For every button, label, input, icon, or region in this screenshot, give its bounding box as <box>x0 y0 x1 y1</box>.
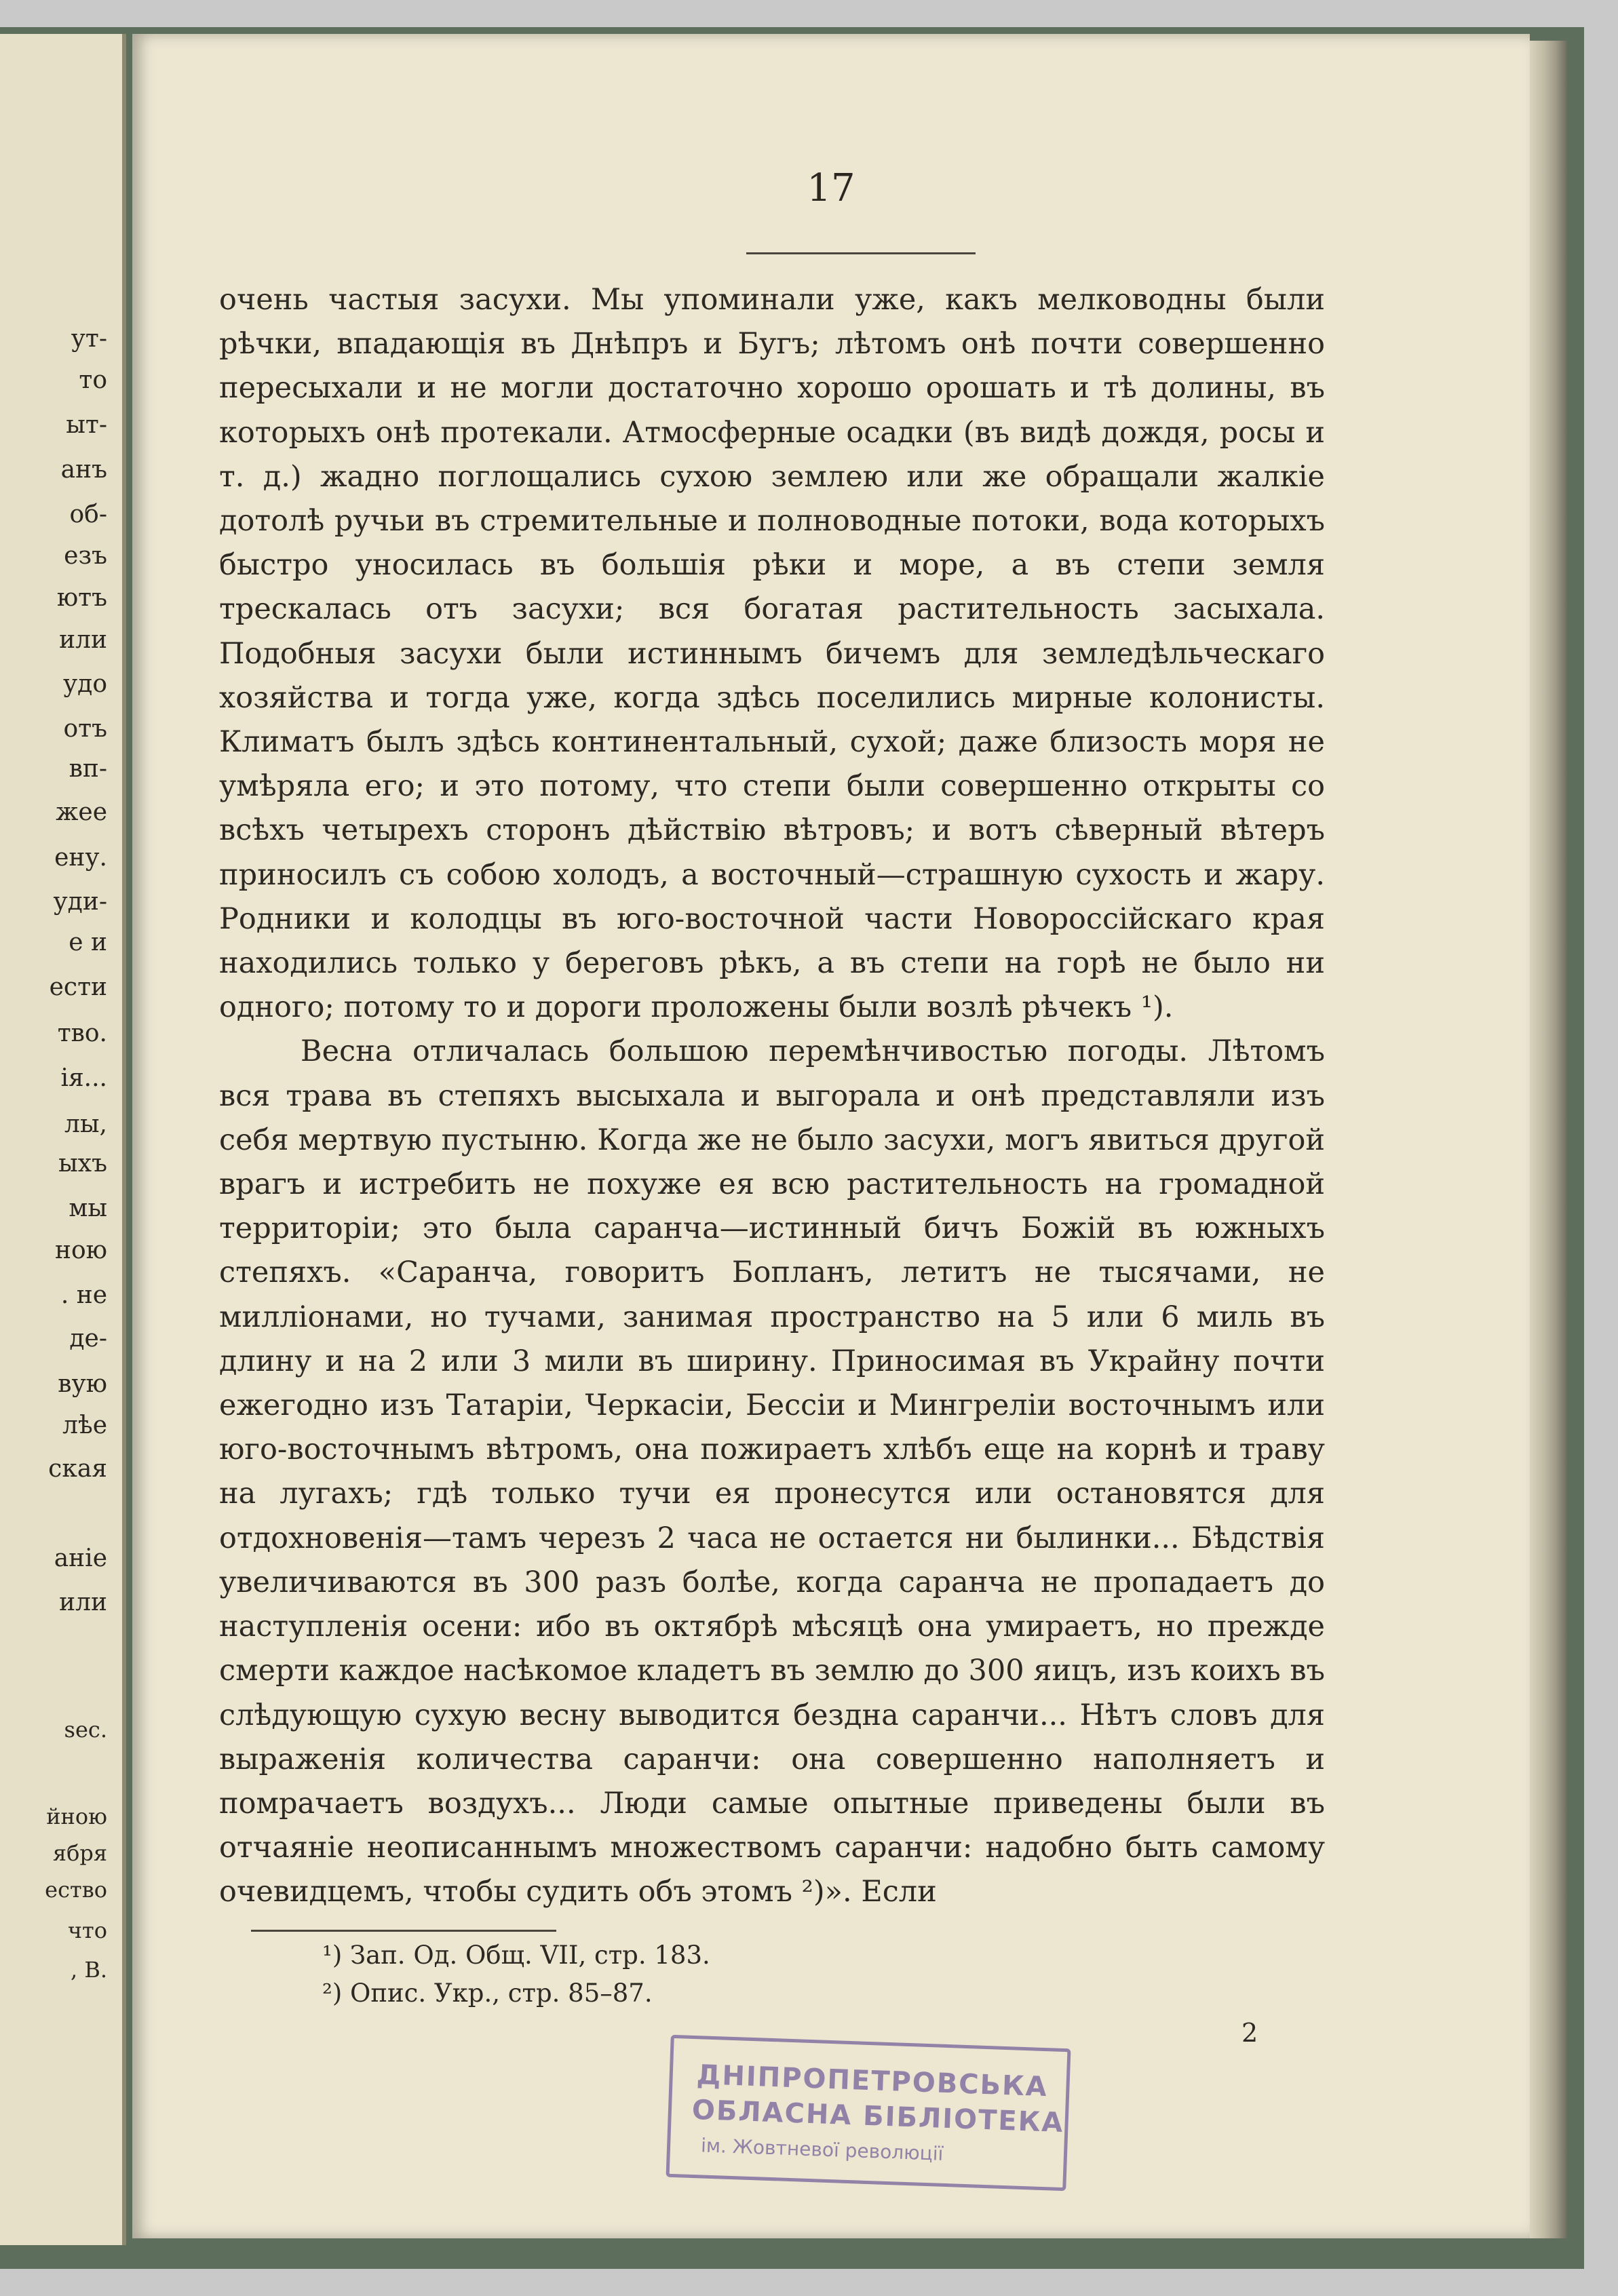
left-page-fragment: . не <box>60 1281 107 1309</box>
left-page <box>0 34 126 2245</box>
page-number: 17 <box>807 166 855 210</box>
footnote-rule <box>251 1930 556 1932</box>
left-page-fragment: вп- <box>69 755 107 783</box>
left-page-fragment: то <box>79 366 107 394</box>
left-page-fragment: ютъ <box>56 584 107 612</box>
left-page-fragment: отъ <box>63 715 107 743</box>
left-page-fragment: йною <box>46 1804 107 1829</box>
footnote: ²) Опис. Укр., стр. 85–87. <box>322 1979 653 2008</box>
left-page-fragment: ская <box>48 1455 107 1483</box>
left-page-fragment: ыхъ <box>58 1150 107 1178</box>
left-page-fragment: что <box>67 1918 107 1943</box>
left-page-fragment: езъ <box>64 542 107 570</box>
body-text <box>219 278 1325 1915</box>
left-page-fragment: или <box>59 626 107 654</box>
left-page-fragment: ести <box>49 973 107 1001</box>
right-page <box>132 34 1530 2238</box>
left-page-fragment: жее <box>56 798 107 826</box>
left-page-fragment: об- <box>69 501 107 528</box>
left-page-fragment: ября <box>52 1840 107 1866</box>
paragraph: Весна отличалась большою перемѣнчивостью погоды. Лѣтомъ вся трава въ степяхъ высыхала и выгорала и онѣ представляли изъ себя мертвую пустыню. Когда же не было засухи, могъ явиться другой врагъ и истребить не похуже ея всю растительность на громадной территоріи; это была саранча—истинный бичъ Божій въ южныхъ степяхъ. «Саранча, говоритъ Бопланъ, летитъ не тысячами, не милліонами, но тучами, занимая пространство на 5 или 6 миль въ длину и на 2 или 3 мили въ ширину. Приносимая въ Украйну почти ежегодно изъ Татаріи, Черкасіи, Бессіи и Мингреліи восточнымъ или юго-восточнымъ вѣтромъ, она пожираетъ хлѣбъ еще на корнѣ и траву на лугахъ; гдѣ только тучи ея пронесутся или остановятся для отдохновенія—тамъ черезъ 2 часа не остается ни былинки... Бѣдствія увеличиваются въ 300 разъ болѣе, когда саранча не пропадаетъ до наступленія осени: ибо въ октябрѣ мѣсяцѣ она умираетъ, но прежде смерти каждое насѣкомое кладетъ въ землю до 300 яицъ, изъ коихъ въ слѣдующую сухую весну выводится бездна саранчи... Нѣтъ словъ для выраженія количества саранчи: она совершенно наполняетъ и помрачаетъ воздухъ... Люди самые опытные приведены были въ отчаяніе неописаннымъ множествомъ саранчи: надобно быть самому очевидцемъ, чтобы судить объ этомъ ²)». Если <box>219 1034 1325 1909</box>
left-page-fragment: ія... <box>60 1064 107 1092</box>
left-page-fragment: ество <box>45 1877 107 1903</box>
left-page-fragment: лѣе <box>62 1412 107 1439</box>
left-page-fragment: вую <box>58 1370 107 1398</box>
page-number-rule <box>746 252 976 254</box>
left-page-fragment: ут- <box>71 325 107 353</box>
left-page-fragment: де- <box>69 1325 107 1353</box>
left-page-fragment: , В. <box>70 1957 107 1983</box>
footnote: ¹) Зап. Од. Общ. VII, стр. 183. <box>322 1941 710 1970</box>
left-page-fragment: sec. <box>64 1717 107 1743</box>
left-page-fragment: удо <box>62 670 107 698</box>
stamp-line: ДНІПРОПЕТРОВСЬКА <box>695 2059 1049 2103</box>
left-page-fragment: анъ <box>60 456 107 484</box>
left-page-fragment: уди- <box>53 888 107 916</box>
left-page-fragment: ною <box>54 1237 107 1264</box>
stamp-line: ОБЛАСНА БІБЛІОТЕКА <box>691 2094 1065 2139</box>
page-edges <box>1530 41 1567 2238</box>
footnotes <box>322 1937 710 2012</box>
left-page-fragment: ену. <box>54 844 107 872</box>
left-page-fragment: или <box>59 1589 107 1616</box>
left-page-fragment: мы <box>69 1194 107 1222</box>
stamp-line: ім. Жовтневої революції <box>700 2134 944 2165</box>
left-page-fragment: ыт- <box>66 411 107 439</box>
left-page-fragment: лы, <box>64 1110 107 1138</box>
signature-mark: 2 <box>1241 2018 1258 2048</box>
left-page-fragment: аніе <box>54 1544 107 1572</box>
paragraph: очень частыя засухи. Мы упоминали уже, какъ мелководны были рѣчки, впадающія въ Днѣпръ и Бугъ; лѣтомъ онѣ почти совершенно пересыхали и не могли достаточно хорошо орошать и тѣ долины, въ которыхъ онѣ протекали. Атмосферные осадки (въ видѣ дождя, росы и т. д.) жадно поглощались сухою землею или же обращали жалкіе дотолѣ ручьи въ стремительные и полноводные потоки, вода которыхъ быстро уносилась въ большія рѣки и море, а въ степи земля трескалась отъ засухи; вся богатая растительность засыхала. Подобныя засухи были истиннымъ бичемъ для земледѣльческаго хозяйства и тогда уже, когда здѣсь поселились мирные колонисты. Климатъ былъ здѣсь континентальный, сухой; даже близость моря не умѣряла его; и это потому, что степи были совершенно открыты со всѣхъ четырехъ сторонъ дѣйствію вѣтровъ; и вотъ сѣверный вѣтеръ приносилъ съ собою холодъ, а восточный—страшную сухость и жару. Родники и колодцы въ юго-восточной части Новороссійскаго края находились только у береговъ рѣкъ, а въ степи на горѣ не было ни одного; потому то и дороги проложены были возлѣ рѣчекъ ¹). <box>219 283 1325 1025</box>
library-stamp <box>666 2035 1071 2191</box>
left-page-fragment: е и <box>69 929 107 956</box>
left-page-fragment: тво. <box>57 1019 107 1047</box>
